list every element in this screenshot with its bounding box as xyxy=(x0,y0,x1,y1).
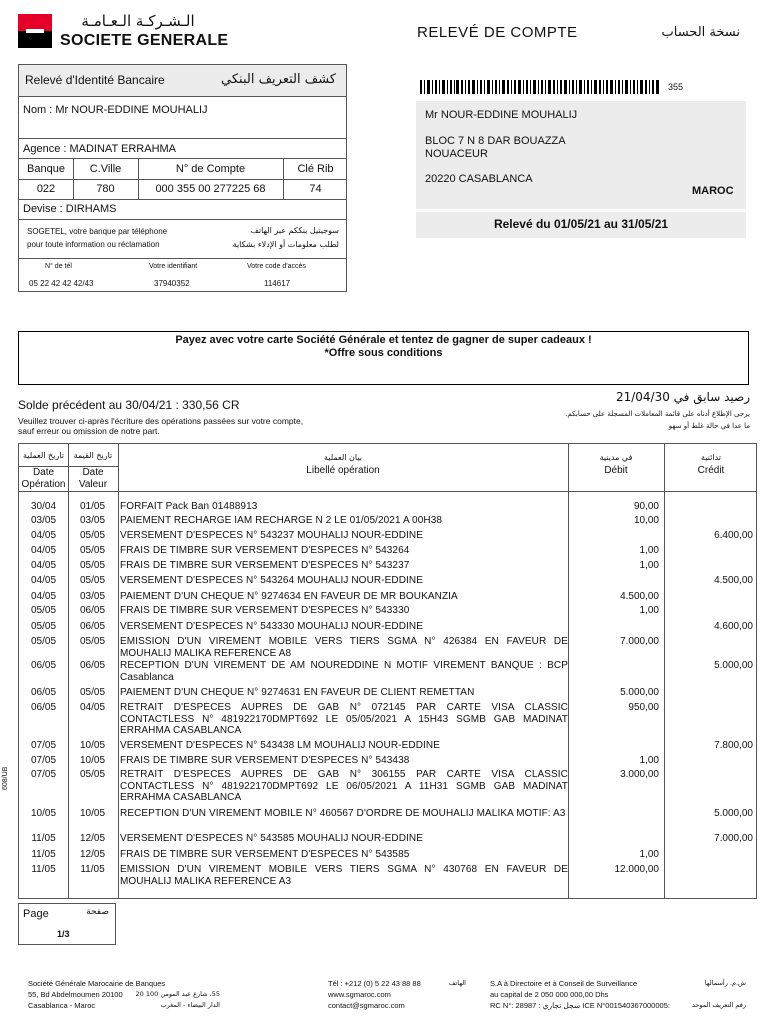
footer-tel-arabic: الهاتف xyxy=(448,979,466,987)
header-credit-arabic: تدائنية xyxy=(701,453,721,462)
row-date-value: 12/05 xyxy=(79,833,106,844)
row-date-value: 06/05 xyxy=(79,660,106,671)
statement-note-arabic-line1: يرجى الإطلاع أدناه على قائمة المعاملات المسجلة على حسابكم. xyxy=(565,410,750,418)
row-debit: 4.500,00 xyxy=(620,591,659,602)
row-label: PAIEMENT RECHARGE IAM RECHARGE N 2 LE 01/05/2021 A 00H38 xyxy=(120,515,443,526)
row-label: RECEPTION D'UN VIREMENT MOBILE N° 460567 D'ORDRE DE MOUHALIJ MALIKA MOTIF: A3 xyxy=(120,808,566,819)
brand-name-arabic: الـشـركـة الـعـامـة xyxy=(81,12,195,30)
row-debit: 7.000,00 xyxy=(620,636,659,647)
row-credit: 5.000,00 xyxy=(714,660,753,671)
rib-value-banque: 022 xyxy=(36,183,56,195)
rib-header xyxy=(19,65,346,97)
address-line3: 20220 CASABLANCA xyxy=(425,173,533,185)
sogetel-arabic-line2: لطلب معلومات أو الإدلاء بشكاية xyxy=(232,240,339,249)
row-date-operation: 07/05 xyxy=(30,769,57,780)
row-credit: 6.400,00 xyxy=(714,530,753,541)
row-label: VERSEMENT D'ESPECES N° 543438 LM MOUHALIJ NOUR-EDDINE xyxy=(120,740,440,751)
rib-value-cle: 74 xyxy=(309,183,322,195)
header-date-value: Date Valeur xyxy=(78,467,108,490)
row-label: EMISSION D'UN VIREMENT MOBILE VERS TIERS SGMA N° 426384 EN FAVEUR DE MOUHALIJ MALIKA REFERENCE A8 xyxy=(120,636,568,659)
footer-address-line1: 55, Bd Abdelmoumen 20100 xyxy=(28,990,123,999)
tel-value: 05 22 42 42 42/43 xyxy=(29,279,94,288)
row-date-operation: 06/05 xyxy=(30,660,57,671)
row-credit: 7.000,00 xyxy=(714,833,753,844)
header-date-operation: Date Opération xyxy=(21,467,66,490)
rib-box xyxy=(18,64,347,292)
barcode-icon xyxy=(420,80,660,94)
row-label: PAIEMENT D'UN CHEQUE N° 9274631 EN FAVEUR DE CLIENT REMETTAN xyxy=(120,687,475,698)
row-debit: 1,00 xyxy=(639,605,659,616)
access-code-label: Votre code d'accès xyxy=(247,263,306,270)
statement-note-arabic xyxy=(470,408,750,432)
footer-legal-line1: S.A à Directoire et à Conseil de Surveillance xyxy=(490,979,638,988)
row-debit: 1,00 xyxy=(639,755,659,766)
footer-legal xyxy=(490,978,670,1011)
row-date-operation: 05/05 xyxy=(30,621,57,632)
row-date-operation: 06/05 xyxy=(30,702,57,713)
footer-address-arabic-line1: 55، شارع عبد المومن 100 20 xyxy=(135,990,220,998)
rib-agence-row xyxy=(19,139,346,159)
row-date-value: 06/05 xyxy=(79,605,106,616)
page-number: 1/3 xyxy=(57,929,70,939)
header-date-value-arabic: تاريخ القيمة xyxy=(73,451,113,460)
address-line2: NOUACEUR xyxy=(425,148,488,160)
address-country: MAROC xyxy=(692,185,734,197)
row-date-operation: 03/05 xyxy=(30,515,57,526)
footer-address-line2: Casablanca - Maroc xyxy=(28,1001,96,1010)
row-date-operation: 07/05 xyxy=(30,755,57,766)
transactions-table xyxy=(18,443,757,899)
row-date-value: 01/05 xyxy=(79,501,106,512)
row-debit: 90,00 xyxy=(633,501,659,512)
row-label: RETRAIT D'ESPECES AUPRES DE GAB N° 306155 PAR CARTE VISA CLASSIC CONTACTLESS N° 481922170DMPT692 LE 06/05/2021 A 11H31 SGMB GAB MADINAT ERRAHMA CASABLANCA xyxy=(120,769,568,803)
page-indicator xyxy=(18,903,116,945)
row-credit: 5.000,00 xyxy=(714,808,753,819)
row-date-operation: 04/05 xyxy=(30,591,57,602)
row-label: FRAIS DE TIMBRE SUR VERSEMENT D'ESPECES N° 543330 xyxy=(120,605,410,616)
row-date-operation: 10/05 xyxy=(30,808,57,819)
row-credit: 4.600,00 xyxy=(714,621,753,632)
currency-label: Devise : DIRHAMS xyxy=(23,203,117,215)
header-date-operation-arabic: تاريخ العملية xyxy=(23,451,64,460)
row-date-value: 05/05 xyxy=(79,560,106,571)
statement-period: Relevé du 01/05/21 au 31/05/21 xyxy=(416,212,746,238)
row-debit: 10,00 xyxy=(633,515,659,526)
brand-name: SOCIETE GENERALE xyxy=(60,32,229,49)
row-date-value: 10/05 xyxy=(79,808,106,819)
previous-balance: Solde précédent au 30/04/21 : 330,56 CR xyxy=(18,398,240,412)
statement-note-arabic-line2: ما عدا في حالة غلط أو سهو xyxy=(668,422,750,430)
row-date-value: 05/05 xyxy=(79,575,106,586)
header-debit: Débit xyxy=(604,465,628,476)
account-holder-name: Nom : Mr NOUR-EDDINE MOUHALIJ xyxy=(23,104,208,116)
footer-legal-line2: au capital de 2 050 000 000,00 Dhs xyxy=(490,990,609,999)
row-date-operation: 11/05 xyxy=(31,849,56,860)
row-debit: 950,00 xyxy=(628,702,659,713)
row-date-value: 03/05 xyxy=(79,591,106,602)
row-debit: 1,00 xyxy=(639,849,659,860)
footer-legal-arabic xyxy=(680,978,746,1011)
agency-name: Agence : MADINAT ERRAHMA xyxy=(23,143,177,155)
rib-header-compte: N° de Compte xyxy=(175,163,246,175)
rib-title: Relevé d'Identité Bancaire xyxy=(25,73,165,87)
row-credit: 4.500,00 xyxy=(714,575,753,586)
statement-note xyxy=(18,416,303,436)
address-name: Mr NOUR-EDDINE MOUHALIJ xyxy=(425,109,578,121)
row-date-value: 05/05 xyxy=(79,545,106,556)
rib-name-row xyxy=(19,97,346,139)
footer-tel: Tél : +212 (0) 5 22 43 88 88 xyxy=(328,979,421,988)
row-date-operation: 30/04 xyxy=(30,501,57,512)
side-reference-code: 608/UB xyxy=(2,766,9,790)
rib-header-ville: C.Ville xyxy=(89,163,122,175)
row-date-value: 11/05 xyxy=(80,864,105,875)
sogetel-line1: SOGETEL, votre banque par téléphone xyxy=(27,227,168,236)
footer-address-arabic xyxy=(130,989,220,1011)
previous-balance-arabic: رصيد سابق في 21/04/30 xyxy=(615,390,750,404)
access-code-value: 114617 xyxy=(264,279,291,288)
statement-note-line2: sauf erreur ou omission de notre part. xyxy=(18,426,160,436)
row-debit: 3.000,00 xyxy=(620,769,659,780)
row-label: EMISSION D'UN VIREMENT MOBILE VERS TIERS SGMA N° 430768 EN FAVEUR DE MOUHALIJ MALIKA REFERENCE A3 xyxy=(120,864,568,887)
row-label: PAIEMENT D'UN CHEQUE N° 9274634 EN FAVEUR DE MR BOUKANZIA xyxy=(120,591,458,602)
footer-web[interactable]: www.sgmaroc.com xyxy=(328,990,391,999)
row-date-operation: 04/05 xyxy=(30,545,57,556)
identifier-value: 37940352 xyxy=(154,279,190,288)
row-label: RETRAIT D'ESPECES AUPRES DE GAB N° 072145 PAR CARTE VISA CLASSIC CONTACTLESS N° 481922170DMPT692 LE 05/05/2021 A 15H43 SGMB GAB MADINAT ERRAHMA CASABLANCA xyxy=(120,702,568,736)
row-date-value: 06/05 xyxy=(79,621,106,632)
page-label: Page xyxy=(23,908,49,920)
row-debit: 5.000,00 xyxy=(620,687,659,698)
address-line1: BLOC 7 N 8 DAR BOUAZZA xyxy=(425,135,566,147)
statement-note-line1: Veuillez trouver ci-après l'écriture des opérations passées sur votre compte, xyxy=(18,416,304,426)
row-label: VERSEMENT D'ESPECES N° 543237 MOUHALIJ NOUR-EDDINE xyxy=(120,530,424,541)
row-date-operation: 11/05 xyxy=(31,833,56,844)
row-label: VERSEMENT D'ESPECES N° 543264 MOUHALIJ NOUR-EDDINE xyxy=(120,575,424,586)
identifier-label: Votre identifiant xyxy=(149,263,198,270)
row-date-value: 05/05 xyxy=(79,687,106,698)
sogetel-arabic-line1: سوجيتيل بنككم عبر الهاتف xyxy=(250,226,339,235)
rib-value-ville: 780 xyxy=(96,183,115,195)
footer-email[interactable]: contact@sgmaroc.com xyxy=(328,1001,405,1010)
row-date-operation: 07/05 xyxy=(30,740,57,751)
header-label: Libellé opération xyxy=(306,465,380,476)
footer-legal-arabic-line3: رقم التعريف الموحد xyxy=(691,1001,746,1009)
row-date-value: 05/05 xyxy=(79,530,106,541)
footer-legal-arabic-line1: ش.م. رأسمالها xyxy=(704,979,746,987)
document-title-arabic: نسخة الحساب xyxy=(661,25,740,40)
row-debit: 1,00 xyxy=(639,560,659,571)
sogetel-line2: pour toute information ou réclamation xyxy=(27,240,160,249)
header-debit-arabic: في مدينية xyxy=(599,453,633,462)
row-date-value: 12/05 xyxy=(79,849,106,860)
row-label: FRAIS DE TIMBRE SUR VERSEMENT D'ESPECES N° 543438 xyxy=(120,755,410,766)
row-label: FRAIS DE TIMBRE SUR VERSEMENT D'ESPECES N° 543585 xyxy=(120,849,410,860)
row-date-operation: 11/05 xyxy=(31,864,56,875)
rib-value-compte: 000 355 00 277225 68 xyxy=(155,183,266,195)
row-date-operation: 05/05 xyxy=(30,636,57,647)
row-debit: 1,00 xyxy=(639,545,659,556)
row-date-value: 10/05 xyxy=(79,740,106,751)
header-credit: Crédit xyxy=(697,465,725,476)
header-label-arabic: بيان العملية xyxy=(324,453,362,462)
row-date-operation: 04/05 xyxy=(30,575,57,586)
footer-legal-line3: RC N°: 28987 : سجل تجاري ICE N°001540367000005: xyxy=(490,1001,670,1010)
row-date-operation: 04/05 xyxy=(30,530,57,541)
rib-header-banque: Banque xyxy=(27,163,65,175)
barcode-number: 355 xyxy=(668,82,684,92)
footer-contact xyxy=(328,978,421,1011)
row-date-operation: 05/05 xyxy=(30,605,57,616)
row-credit: 7.800,00 xyxy=(714,740,753,751)
row-label: RECEPTION D'UN VIREMENT DE AM NOUREDDINE N MOTIF VIREMENT BANQUE : BCP Casablanca xyxy=(120,660,568,683)
tel-label: N° de tél xyxy=(45,263,72,270)
footer-company: Société Générale Marocaine de Banques xyxy=(28,979,166,988)
row-label: FRAIS DE TIMBRE SUR VERSEMENT D'ESPECES N° 543237 xyxy=(120,560,410,571)
row-date-value: 05/05 xyxy=(79,769,106,780)
footer-address-arabic-line2: الدار البيضاء - المغرب xyxy=(160,1001,220,1009)
row-label: VERSEMENT D'ESPECES N° 543585 MOUHALIJ NOUR-EDDINE xyxy=(120,833,424,844)
row-date-operation: 06/05 xyxy=(30,687,57,698)
promo-banner xyxy=(18,331,749,385)
rib-title-arabic: كشف التعريف البنكي xyxy=(221,72,336,87)
societe-generale-logo-icon xyxy=(18,14,52,48)
document-title: RELEVÉ DE COMPTE xyxy=(417,24,578,41)
row-label: FORFAIT Pack Ban 01488913 xyxy=(120,501,258,512)
row-date-value: 04/05 xyxy=(79,702,106,713)
rib-header-cle: Clé Rib xyxy=(297,163,334,175)
row-date-value: 10/05 xyxy=(79,755,106,766)
row-date-operation: 04/05 xyxy=(30,560,57,571)
row-label: VERSEMENT D'ESPECES N° 543330 MOUHALIJ NOUR-EDDINE xyxy=(120,621,424,632)
row-date-value: 03/05 xyxy=(79,515,106,526)
promo-line1: Payez avec votre carte Société Générale et tentez de gagner de super cadeaux ! xyxy=(175,334,592,346)
row-date-value: 05/05 xyxy=(79,636,106,647)
row-label: FRAIS DE TIMBRE SUR VERSEMENT D'ESPECES N° 543264 xyxy=(120,545,410,556)
page-label-arabic: صفحة xyxy=(86,907,109,917)
promo-line2: *Offre sous conditions xyxy=(324,347,443,359)
row-debit: 12.000,00 xyxy=(614,864,659,875)
